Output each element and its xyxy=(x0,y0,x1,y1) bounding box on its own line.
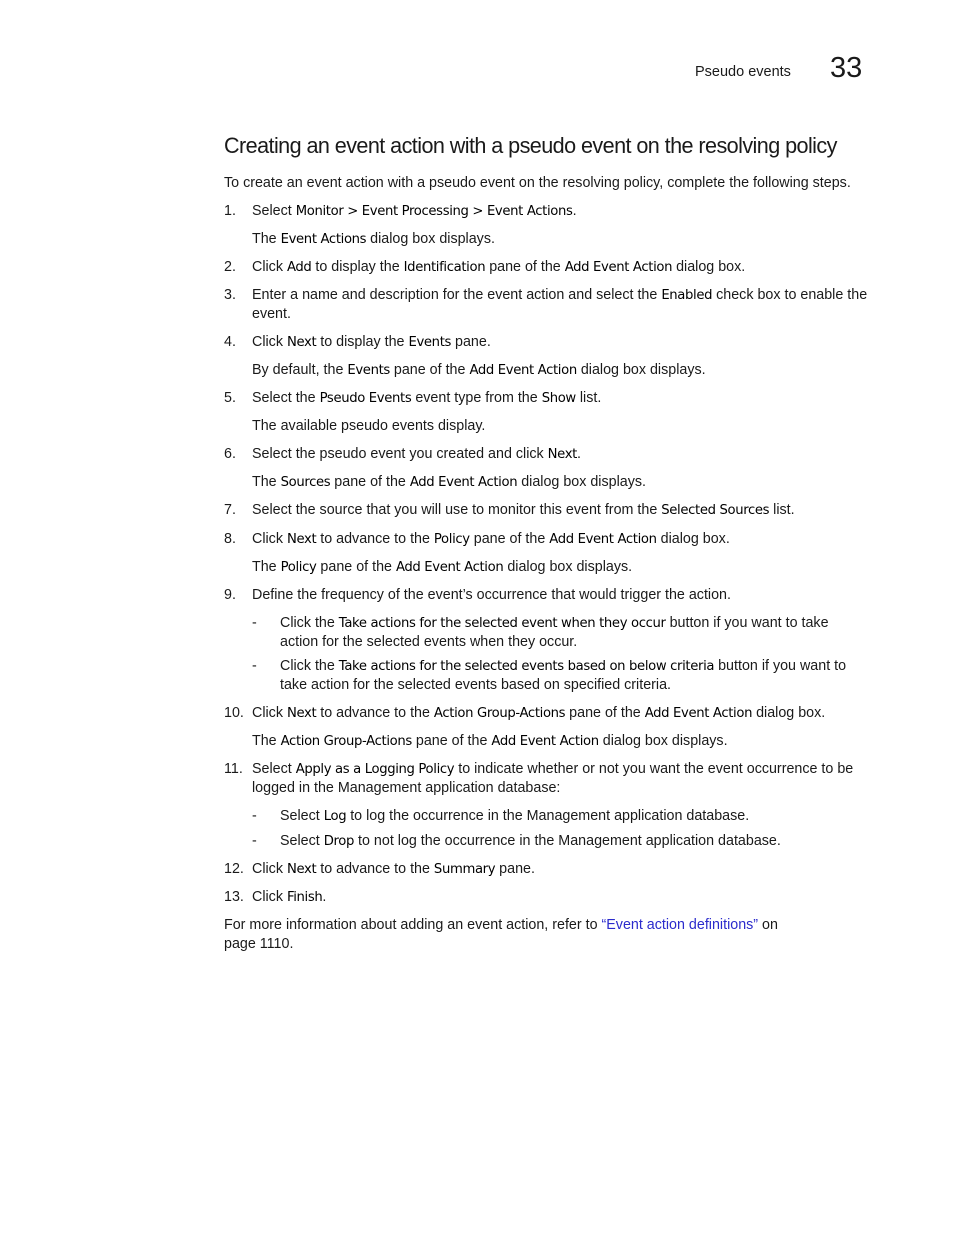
step-number: 1. xyxy=(224,203,236,219)
footer-text-after: on xyxy=(758,917,778,933)
step-1 xyxy=(252,202,870,221)
step-5-result xyxy=(252,417,870,436)
step-number: 6. xyxy=(224,446,236,462)
ui-term: Drop xyxy=(323,834,355,849)
step-text: . xyxy=(576,446,581,462)
step-text: Select the xyxy=(252,390,320,406)
ui-term: Take actions for the selected event when they occur xyxy=(338,616,666,631)
step-9-option-2 xyxy=(280,657,870,695)
step-text: Define the frequency of the event’s occurrence that would trigger the action. xyxy=(252,587,731,603)
event-action-definitions-link[interactable]: “Event action definitions” xyxy=(601,917,759,933)
step-number: 2. xyxy=(224,259,236,275)
bullet-dash: - xyxy=(252,658,257,674)
step-text: pane of the xyxy=(411,733,492,749)
step-number: 10. xyxy=(224,705,244,721)
step-number: 12. xyxy=(224,861,244,877)
step-text: The available pseudo events display. xyxy=(252,418,486,434)
step-text: pane. xyxy=(451,334,491,350)
ui-term: Next xyxy=(286,706,317,721)
ui-term: Take actions for the selected events based on below criteria xyxy=(338,659,715,674)
step-text: pane of the xyxy=(330,474,410,490)
step-text: Enter a name and description for the event action and select the xyxy=(252,287,662,303)
ui-term: Pseudo Events xyxy=(319,391,412,406)
ui-term: Identification xyxy=(403,260,486,275)
ui-term: Add Event Action xyxy=(549,532,657,547)
page-title: Creating an event action with a pseudo event on the resolving policy xyxy=(224,133,837,158)
ui-term: Show xyxy=(541,391,576,406)
step-number: 5. xyxy=(224,390,236,406)
bullet-dash: - xyxy=(252,615,257,631)
step-6 xyxy=(252,445,870,464)
step-4 xyxy=(252,333,870,352)
step-1-result xyxy=(252,230,870,249)
ui-term: Apply as a Logging Policy xyxy=(295,762,455,777)
footer-page-ref: page 1110. xyxy=(224,936,294,952)
footer-text: For more information about adding an event action, refer to xyxy=(224,917,602,933)
ui-term: Add xyxy=(286,260,312,275)
step-text: pane of the xyxy=(469,531,550,547)
step-text: dialog box. xyxy=(752,705,826,721)
step-6-result xyxy=(252,473,870,492)
ui-term: Selected Sources xyxy=(661,503,770,518)
step-text: Click xyxy=(252,705,287,721)
step-10 xyxy=(252,704,870,723)
ui-term: Next xyxy=(286,862,317,877)
ui-term: Sources xyxy=(280,475,331,490)
step-11 xyxy=(252,760,870,798)
step-3 xyxy=(252,286,870,324)
footer-paragraph xyxy=(224,916,824,954)
step-text: to advance to the xyxy=(316,705,434,721)
ui-term: Add Event Action xyxy=(644,706,753,721)
step-11-option-drop xyxy=(280,832,870,851)
step-text: button if you want to take action for the selected events when they occur. xyxy=(280,615,829,650)
ui-term: Next xyxy=(286,335,317,350)
step-text: to indicate whether or not you want the event occurrence to be logged in the Management application database: xyxy=(252,761,854,796)
step-number: 3. xyxy=(224,287,236,303)
step-5 xyxy=(252,389,870,408)
intro-paragraph: To create an event action with a pseudo event on the resolving policy, complete the following steps. xyxy=(224,175,851,191)
step-text: to log the occurrence in the Management application database. xyxy=(346,808,750,824)
step-text: Select xyxy=(252,203,296,219)
step-text: to advance to the xyxy=(316,531,434,547)
step-8-result xyxy=(252,558,870,577)
step-9 xyxy=(252,586,870,605)
step-text: dialog box displays. xyxy=(517,474,646,490)
step-text: dialog box displays. xyxy=(598,733,728,749)
ui-term: Add Event Action xyxy=(469,363,577,378)
step-text: Click xyxy=(252,889,287,905)
ui-term: Summary xyxy=(433,862,496,877)
step-number: 7. xyxy=(224,502,236,518)
step-2 xyxy=(252,258,870,277)
step-text: button if you want to take action for the selected events based on specified criteria. xyxy=(280,658,847,693)
step-text: Select xyxy=(252,761,296,777)
step-text: Select the pseudo event you created and click xyxy=(252,446,548,462)
ui-term: Action Group-Actions xyxy=(433,706,566,721)
ui-term: Policy xyxy=(433,532,470,547)
ui-term: Add Event Action xyxy=(409,475,518,490)
ui-term: Finish xyxy=(286,890,323,905)
bullet-dash: - xyxy=(252,833,257,849)
step-text: The xyxy=(252,733,281,749)
step-text: The xyxy=(252,474,281,490)
step-text: pane of the xyxy=(316,559,396,575)
step-text: Click the xyxy=(280,615,339,631)
step-text: dialog box displays. xyxy=(503,559,633,575)
step-text: list. xyxy=(575,390,602,406)
step-8 xyxy=(252,530,870,549)
step-7 xyxy=(252,501,870,520)
step-text: By default, the xyxy=(252,362,348,378)
chapter-number: 33 xyxy=(830,52,863,84)
ui-term: Event Actions xyxy=(280,232,367,247)
ui-term: Add Event Action xyxy=(395,560,504,575)
step-text: to advance to the xyxy=(316,861,434,877)
step-text: Click xyxy=(252,531,287,547)
ui-term: Next xyxy=(547,447,577,462)
step-text: pane of the xyxy=(389,362,470,378)
step-text: Click xyxy=(252,334,287,350)
step-11-option-log xyxy=(280,807,870,826)
step-text: Select xyxy=(280,808,324,824)
step-4-result xyxy=(252,361,870,380)
running-header-section: Pseudo events xyxy=(695,64,791,80)
bullet-dash: - xyxy=(252,808,257,824)
step-number: 11. xyxy=(224,761,243,777)
step-9-option-1 xyxy=(280,614,870,652)
step-text: event type from the xyxy=(411,390,542,406)
ui-term: Policy xyxy=(280,560,317,575)
step-text: dialog box. xyxy=(656,531,730,547)
step-13 xyxy=(252,888,870,907)
step-text: to not log the occurrence in the Management application database. xyxy=(354,833,781,849)
step-text: check box to enable the event. xyxy=(252,287,868,322)
step-text: . xyxy=(322,889,327,905)
step-text: to display the xyxy=(311,259,404,275)
step-text: dialog box displays. xyxy=(366,231,495,247)
step-text: pane of the xyxy=(485,259,565,275)
step-text: Click xyxy=(252,861,287,877)
step-text: Click the xyxy=(280,658,339,674)
step-text: The xyxy=(252,231,281,247)
step-text: list. xyxy=(769,502,795,518)
step-number: 4. xyxy=(224,334,236,350)
step-number: 13. xyxy=(224,889,244,905)
step-text: . xyxy=(572,203,577,219)
step-text: Select the source that you will use to monitor this event from the xyxy=(252,502,662,518)
step-text: Select xyxy=(280,833,324,849)
ui-term: Next xyxy=(286,532,317,547)
step-text: dialog box. xyxy=(672,259,746,275)
ui-term: Monitor > Event Processing > Event Actions xyxy=(295,204,573,219)
step-number: 8. xyxy=(224,531,236,547)
step-text: pane. xyxy=(495,861,535,877)
ui-term: Log xyxy=(323,809,347,824)
ui-term: Enabled xyxy=(661,288,713,303)
step-text: to display the xyxy=(316,334,409,350)
step-text: pane of the xyxy=(565,705,645,721)
step-12 xyxy=(252,860,870,879)
ui-term: Add Event Action xyxy=(491,734,599,749)
ui-term: Events xyxy=(408,335,452,350)
step-10-result xyxy=(252,732,870,751)
step-number: 9. xyxy=(224,587,236,603)
ui-term: Add Event Action xyxy=(564,260,673,275)
step-text: Click xyxy=(252,259,287,275)
ui-term: Events xyxy=(347,363,390,378)
step-text: dialog box displays. xyxy=(576,362,706,378)
step-text: The xyxy=(252,559,281,575)
ui-term: Action Group-Actions xyxy=(280,734,412,749)
